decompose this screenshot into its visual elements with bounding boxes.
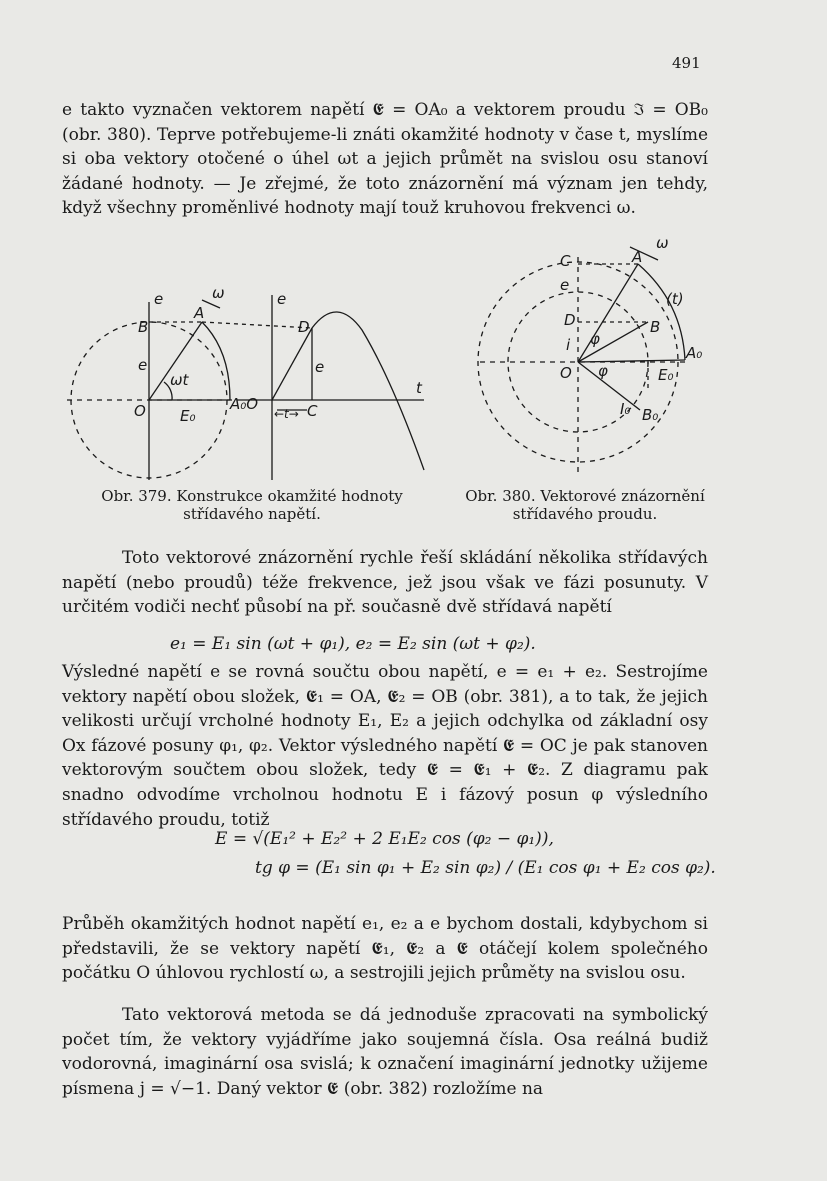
label-t-arrow: ←t→ [274,407,299,421]
label-A0O: A₀O [230,395,259,413]
paragraph-5-text: Tato vektorová metoda se dá jednoduše zpracovati na symbolický počet tím, že vektory vyjádříme jako soujemná čísla. Osa reálná budiž vodorovná, imaginární osa svislá; k označení imaginární jednotky užijeme písmena j = √−1. Daný vektor 𝕰 (obr. 382) rozložíme na [62,1005,708,1099]
label-A: A [632,248,643,266]
caption-379: Obr. 379. Konstrukce okamžité hodnoty střídavého napětí. [101,487,403,523]
paragraph-4 [62,912,708,986]
figure-379 [62,280,442,485]
equation-3: tg φ = (E₁ sin φ₁ + E₂ sin φ₂) / (E₁ cos φ₁ + E₂ cos φ₂). [255,858,716,878]
label-omega: ω [212,284,225,302]
figure-380 [460,232,710,477]
label-O: O [134,402,146,420]
paragraph-1 [62,98,708,221]
label-C: C [560,252,571,270]
label-i: i [566,336,571,354]
label-E0: E₀ [658,366,674,384]
arc-AA0 [638,264,685,360]
paragraph-1-text: e takto vyznačen vektorem napětí 𝕰 = OA₀ a vektorem proudu ℑ = OB₀ (obr. 380). Teprve potřebujeme-li znáti okamžité hodnoty v čase t, myslíme si oba vektory otočené o úhel ωt a jejich průmět na svislou osu stanoví žádané hodnoty. — Je zřejmé, že toto znázornění má význam jen tehdy, když všechny proměnlivé hodnoty mají touž kruhovou frekvenci ω. [62,100,708,219]
label-C: C [307,402,318,420]
paragraph-5 [62,1003,708,1101]
label-phi2: φ [598,362,608,380]
label-E0: E₀ [180,407,196,425]
label-B: B [650,318,661,336]
label-B: B [138,318,149,336]
vector-OA [578,264,638,362]
equation-2: E = √(E₁² + E₂² + 2 E₁E₂ cos (φ₂ − φ₁)), [215,829,554,849]
sine-start [272,328,312,400]
paragraph-3 [62,660,708,832]
paragraph-2 [62,546,708,620]
paragraph-3-text: Výsledné napětí e se rovná součtu obou napětí, e = e₁ + e₂. Sestrojíme vektory napětí obou složek, 𝕰₁ = OA, 𝕰₂ = OB (obr. 381), a to tak, že jejich velikosti určují vrcholné hodnoty E₁, E₂ a jejich odchylka od základní osy Ox fázové posuny φ₁, φ₂. Vektor výsledného napětí 𝕰 = OC je pak stanoven vektorovým součtem obou složek, tedy 𝕰 = 𝕰₁ + 𝕰₂. Z diagramu pak snadno odvodíme vrcholnou hodnotu E i fázový posun φ výsledního střídavého proudu, totiž [62,662,708,830]
label-D: D [564,311,576,329]
label-O: O [560,364,572,382]
label-e-axis1: e [154,290,164,308]
label-wt: ωt [170,371,189,389]
vector-OB0 [578,362,640,410]
caption-380: Obr. 380. Vektorové znázornění střídavého proudu. [465,487,705,523]
sine-curve [312,312,424,470]
equation-1: e₁ = E₁ sin (ωt + φ₁), e₂ = E₂ sin (ωt + φ₂). [170,634,536,654]
arc-AA0 [202,322,230,400]
label-omega: ω [656,234,669,252]
paragraph-4-text: Průběh okamžitých hodnot napětí e₁, e₂ a e bychom dostali, kdybychom si představili, že se vektory napětí 𝕰₁, 𝕰₂ a 𝕰 otáčejí kolem společného počátku O úhlovou rychlostí ω, a sestrojili jejich průměty na svislou osu. [62,914,708,984]
label-t: (t) [666,290,684,308]
label-A: A [194,304,205,322]
label-t: t [416,379,422,397]
vector-OB [578,322,648,362]
label-I0: I₀ [620,400,631,418]
label-D: D [298,318,310,336]
label-A0: A₀ [686,344,703,362]
label-e: e [560,276,570,294]
label-e-left: e [138,356,148,374]
label-e-axis2: e [277,290,287,308]
label-phi1: φ [590,330,600,348]
label-e-right: e [315,358,325,376]
projection-AD [202,322,312,328]
paragraph-2-text: Toto vektorové znázornění rychle řeší skládání několika střídavých napětí (nebo proudů) téže frekvence, jež jsou však ve fázi posunuty. V určitém vodiči nechť působí na př. současně dvě střídavá napětí [62,548,708,618]
page-number: 491 [672,54,701,72]
label-B0: B₀ [642,406,659,424]
